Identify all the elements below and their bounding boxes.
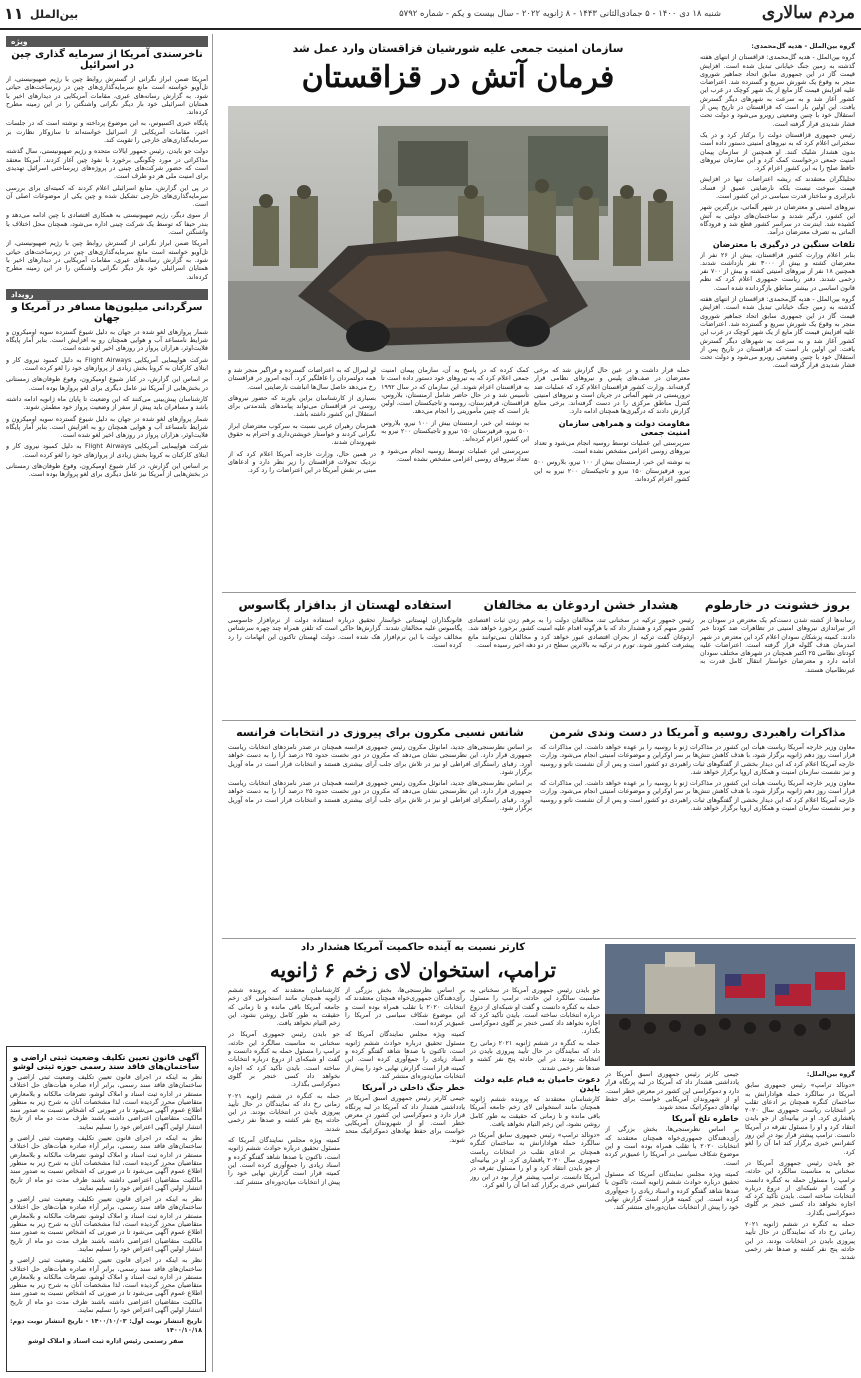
sidebar-paragraph: شرکت هواپیمایی آمریکایی Flight Airways به دلیل کمبود نیروی کار و ابتلای کارکنان به کرونا بخش زیادی از پروازهای خود را لغو کرده است. bbox=[6, 355, 208, 373]
trump-paragraph: جو بایدن رئیس جمهوری آمریکا در سخنانی به مناسبت سالگرد این حادثه، ترامپ را مسئول حمله به کنگره دانست و گفت او شبکه‌ای از دروغ درباره انتخابات ساخته است. بایدن تأکید کرد که اجازه نخواهد داد کسی خنجر بر گلوی دموکراسی بگذارد. bbox=[745, 1158, 855, 1217]
kazakh-paragraph: بسیاری از کارشناسان براین باورند که حضور نیروهای روسی در قزاقستان می‌تواند پیامدهای بلندمدتی برای استقلال این کشور داشته باشد. bbox=[228, 393, 376, 419]
column-rule bbox=[212, 34, 213, 1372]
trump-paragraph: کمیته ویژه مجلس نمایندگان آمریکا که مسئول تحقیق درباره حوادث ششم ژانویه است، تاکنون با صدها شاهد گفتگو کرده و اسناد زیادی را جمع‌آوری کرده است. این کمیته قرار است گزارش نهایی خود را پیش از انتخابات میان‌دوره‌ای منتشر کند. bbox=[228, 1136, 340, 1186]
trump-paragraph: کمیته ویژه مجلس نمایندگان آمریکا که مسئول تحقیق درباره حوادث ششم ژانویه است، تاکنون با صدها شاهد گفتگو کرده و اسناد زیادی را جمع‌آوری کرده است. این کمیته قرار است گزارش نهایی خود را پیش از انتخابات میان‌دوره‌ای منتشر کند. bbox=[605, 1169, 739, 1212]
box-pegasus-body: قانونگذاران لهستانی خواستار تحقیق درباره استفاده دولت از نرم‌افزار جاسوسی پگاسوس علیه مخالفان شدند. گزارش‌ها حاکی است که تلفن همراه چند چهره سرشناس مخالف دولت با این نرم‌افزار هک شده است. دولت لهستان تاکنون این اتهامات را رد کرده است. bbox=[228, 616, 462, 649]
kazakh-paragraph: به نوشته این خبر، ارمنستان بیش از ۱۰۰ نیرو، بلاروس ۵۰۰ نیرو، قرقیزستان ۱۵۰ نیرو و تاجیکستان ۲۰۰ نیرو به این کشور اعزام کرده‌اند. bbox=[381, 418, 529, 444]
trump-headline: ترامپ، استخوان لای زخم ۶ ژانویه bbox=[269, 958, 557, 982]
box-pegasus-title: استفاده لهستان از بدافزار پگاسوس bbox=[238, 598, 452, 612]
trump-col-2 bbox=[605, 1070, 739, 1372]
trump-subhead: خطر جنگ داخلی در آمریکا bbox=[362, 1083, 465, 1093]
kazakh-paragraph: رئیس جمهوری قزاقستان دولت را برکنار کرد و در یک سخنرانی اعلام کرد که به نیروهای امنیتی دستور داده است بدون هشدار شلیک کنند. او همچنین از سازمان پیمان امنیت جمعی درخواست کمک کرد و این سازمان نیروهای حافظ صلح را به این کشور اعزام کرد. bbox=[700, 130, 855, 173]
kazakh-headline: فرمان آتش در قزاقستان bbox=[301, 60, 615, 95]
sidebar-paragraph: آمریکا ضمن ابراز نگرانی از گسترش روابط چین با رژیم صهیونیستی، از تل‌آویو خواسته است مانع سرمایه‌گذاری‌های چین در زیرساخت‌های حیاتی شود. به گزارش رسانه‌های عبری، مقامات آمریکایی در دیدارهای اخیر با همتایان اسرائیلی خود بار دیگر نگرانی واشنگتن را در این زمینه مطرح کرده‌اند. bbox=[6, 239, 208, 281]
box-pegasus bbox=[228, 596, 462, 716]
kazakh-subhead: تلفات سنگین در درگیری با معترضان bbox=[712, 239, 855, 249]
kazakh-col-mid bbox=[534, 366, 690, 588]
sidebar-paragraph: شمار پروازهای لغو شده در جهان به دلیل شیوع گسترده سویه اومیکرون و شرایط نامساعد آب و هوایی همچنان رو به افزایش است. بنابر آمار پایگاه فلایت‌اوئر، هزاران پرواز در روزهای اخیر لغو شده است. bbox=[6, 327, 208, 353]
kazakh-paragraph: به نوشته این خبر، ارمنستان بیش از ۱۰۰ نیرو، بلاروس ۵۰۰ نیرو، قرقیزستان ۱۵۰ نیرو و تاجیکستان ۲۰۰ نیرو به این کشور اعزام کرده‌اند. bbox=[534, 458, 690, 483]
kazakh-col-mid2 bbox=[381, 366, 529, 588]
kazakh-paragraph: در همین حال، وزارت خارجه آمریکا اعلام کرد که از نزدیک تحولات قزاقستان را زیر نظر دارد و ادعاهای مبنی بر نقش آمریکا در این اعتراضات را رد کرد. bbox=[228, 449, 376, 475]
box-macron bbox=[228, 724, 532, 934]
trump-paragraph: بر اساس نظرسنجی‌ها، بخش بزرگی از رأی‌دهندگان جمهوری‌خواه همچنان معتقدند که انتخابات ۲۰۲۰ با تقلب همراه بوده است و این موضوع شکاف سیاسی در آمریکا را عمیق‌تر کرده است. bbox=[605, 1125, 739, 1167]
masthead bbox=[0, 0, 861, 30]
sidebar-paragraph: آمریکا ضمن ابراز نگرانی از گسترش روابط چین با رژیم صهیونیستی، از تل‌آویو خواسته است مانع سرمایه‌گذاری‌های چین در زیرساخت‌های حیاتی شود. به گزارش رسانه‌های عبری، مقامات آمریکایی در دیدارهای اخیر با همتایان اسرائیلی خود بار دیگر نگرانی واشنگتن را در این زمینه مطرح کرده‌اند. bbox=[6, 75, 208, 117]
trump-subhead: خاطره تلخ آمریکا bbox=[672, 1114, 739, 1124]
kazakh-paragraph: گروه بین‌الملل - هدیه گل‌محمدی: قزاقستان از انتهای هفته گذشته به زمین جنگ خیابانی تبدیل شده است. افزایش قیمت گاز در این جمهوری سابق اتحاد جماهیر شوروی منجر به وقوع یک شورش سریع و گسترده شد. اعتراضات علیه افزایش قیمت گاز مایع از یک شهر کوچک در غرب این کشور آغاز شد و به سرعت به شهرهای دیگر گسترش یافت. این اولین بار است که قزاقستان در تاریخ پس از استقلال خود با چنین وضعیتی روبرو می‌شود و دولت تحت فشار شدیدی قرار گرفته است. bbox=[700, 53, 855, 128]
trump-paragraph: جو بایدن رئیس جمهوری آمریکا در سخنانی به مناسبت سالگرد این حادثه، ترامپ را مسئول حمله به کنگره دانست و گفت او شبکه‌ای از دروغ درباره انتخابات ساخته است. بایدن تأکید کرد که اجازه نخواهد داد کسی خنجر بر گلوی دموکراسی بگذارد. bbox=[470, 986, 600, 1036]
box-macron-title: شانس نسبی مکرون برای پیروزی در انتخابات فرانسه bbox=[236, 726, 524, 739]
trump-col-4 bbox=[345, 986, 465, 1372]
box-sherman-title: مذاکرات راهبردی روسیه و آمریکا در دست وندی شرمن bbox=[549, 726, 846, 739]
kazakh-subhead: مقاومت دولت و همراهی سازمان امنیت جمعی bbox=[558, 418, 690, 437]
sidebar-paragraph: دولت جو بایدن، رئیس جمهور ایالات متحده و رژیم صهیونیستی، سال گذشته مذاکراتی در مورد چگونگی برخورد با نفوذ چین آغاز کردند. آمریکا معتقد است که حضور شرکت‌های چینی در پروژه‌های زیرساختی اسرائیل تهدیدی برای امنیت ملی هر دو طرف است. bbox=[6, 147, 208, 181]
sidebar-paragraph: شمار پروازهای لغو شده در جهان به دلیل شیوع گسترده سویه اومیکرون و شرایط نامساعد آب و هوایی همچنان رو به افزایش است. بنابر آمار پایگاه فلایت‌اوئر، هزاران پرواز در روزهای اخیر لغو شده است. bbox=[6, 414, 208, 440]
trump-col-3 bbox=[470, 986, 600, 1372]
box-sherman bbox=[540, 724, 855, 934]
trump-kicker: کارتر نسبت به آینده حاکمیت آمریکا هشدار داد bbox=[300, 942, 526, 953]
trump-byline: گروه بین‌الملل: bbox=[806, 1070, 855, 1078]
kazakh-paragraph: گروه بین‌الملل - هدیه گل‌محمدی: قزاقستان از انتهای هفته گذشته به زمین جنگ خیابانی تبدیل شده است. افزایش قیمت گاز در این جمهوری سابق اتحاد جماهیر شوروی منجر به وقوع یک شورش سریع و گسترده شد. اعتراضات علیه افزایش قیمت گاز مایع از یک شهر کوچک در غرب این کشور آغاز شد و به سرعت به شهرهای دیگر گسترش یافت. این اولین بار است که قزاقستان در تاریخ پس از استقلال خود با چنین وضعیتی روبرو می‌شود و دولت تحت فشار شدیدی قرار گرفته است. bbox=[700, 295, 855, 370]
kazakh-paragraph: حمله قرار داشت و در عین حال گزارش شد که برخی معترضان در صف‌های پلیس و نیروهای نظامی قرار گرفته‌اند. وزارت کشور قزاقستان اعلام کرد که عملیات ضد تروریستی در شهر آلماتی در جریان است و نیروهای امنیتی کنترل مناطق مرکزی را در دست گرفته‌اند. برخی منابع گزارش دادند که درگیری‌ها همچنان ادامه دارد. bbox=[534, 366, 690, 416]
kazakh-protest-photo bbox=[228, 106, 690, 360]
box-macron-body: بر اساس نظرسنجی‌های جدید، امانوئل مکرون رئیس جمهوری فرانسه همچنان در صدر نامزدهای انتخابات ریاست جمهوری قرار دارد. این نظرسنجی نشان می‌دهد که مکرون در دور نخست حدود ۲۵ درصد آرا را به دست خواهد آورد. رقبای راستگرای افراطی او نیز در تلاش برای جلب آرای بیشتری هستند و انتخابات قرار است در ماه آوریل برگزار شود. bbox=[228, 779, 532, 813]
trump-paragraph: کارشناسان معتقدند که پرونده ششم ژانویه همچنان مانند استخوانی لای زخم جامعه آمریکا باقی مانده و تا زمانی که حقیقت به طور کامل روشن نشود، این زخم التیام نخواهد یافت. bbox=[228, 986, 340, 1028]
ad-dates: تاریخ انتشار نوبت اول: ۱۴۰۰/۱۰/۰۳ - تاریخ انتشار نوبت دوم: ۱۴۰۰/۱۰/۱۸ bbox=[10, 1317, 202, 1334]
kazakh-paragraph: سرپرستی این عملیات توسط روسیه انجام می‌شود و تعداد نیروهای روسی اعزامی مشخص نشده است. bbox=[381, 446, 529, 463]
ad-body: نظر به اینکه در اجرای قانون تعیین تکلیف وضعیت ثبتی اراضی و ساختمان‌های فاقد سند رسمی، برابر آراء صادره هیأت‌های حل اختلاف مستقر در اداره ثبت اسناد و املاک لوشو، تصرفات مالکانه و بلامعارض متقاضیان محرز گردیده است، لذا مشخصات آنان به شرح زیر به منظور اطلاع عموم آگهی می‌شود تا در صورتی که اشخاص نسبت به صدور سند مالکیت متقاضیان اعتراضی داشته باشند ظرف مدت دو ماه از تاریخ انتشار اولین آگهی اعتراض خود را تسلیم نمایند. bbox=[10, 1195, 202, 1253]
sidebar-paragraph: بر اساس این گزارش، در کنار شیوع اومیکرون، وقوع طوفان‌های زمستانی در بخش‌هایی از آمریکا نیز عامل دیگری برای لغو پروازها بوده است. bbox=[6, 375, 208, 392]
trump-paragraph: حمله به کنگره در ششم ژانویه ۲۰۲۱ زمانی رخ داد که نمایندگان در حال تأیید پیروزی بایدن در انتخابات بودند. در این حادثه پنج نفر کشته و صدها نفر زخمی شدند. bbox=[745, 1220, 855, 1262]
sidebar-title-china: ناخرسندی آمریکا از سرمایه گذاری چین در اسرائیل bbox=[11, 49, 203, 71]
box-erdogan-title: هشدار خشن اردوغان به مخالفان bbox=[483, 598, 679, 612]
box-khartoum-body: رسانه‌ها از کشته شدن دست‌کم یک معترض در سودان بر اثر تیراندازی نیروهای امنیتی در تظاهرات ضد کودتا خبر دادند. کمیته پزشکان سودان اعلام کرد این معترض در شهر امدرمان هدف گلوله قرار گرفته است. اعتراضات علیه کودتای نظامی ۲۵ اکتبر همچنان در شهرهای مختلف سودان ادامه دارد و معترضان خواستار انتقال کامل قدرت به غیرنظامیان هستند. bbox=[700, 616, 855, 674]
trump-paragraph: حمله به کنگره در ششم ژانویه ۲۰۲۱ زمانی رخ داد که نمایندگان در حال تأیید پیروزی بایدن در انتخابات بودند. در این حادثه پنج نفر کشته و صدها نفر زخمی شدند. bbox=[228, 1091, 340, 1133]
trump-paragraph: جیمی کارتر رئیس جمهوری اسبق آمریکا در یادداشتی هشدار داد که آمریکا در لبه پرتگاه قرار دارد و دموکراسی این کشور در معرض خطر است. او از شهروندان آمریکایی خواست برای حفظ نهادهای دموکراتیک متحد شوند. bbox=[605, 1070, 739, 1112]
trump-paragraph: بر اساس نظرسنجی‌ها، بخش بزرگی از رأی‌دهندگان جمهوری‌خواه همچنان معتقدند که انتخابات ۲۰۲۰ با تقلب همراه بوده است و این موضوع شکاف سیاسی در آمریکا را عمیق‌تر کرده است. bbox=[345, 986, 465, 1028]
legal-notice-ad bbox=[6, 1046, 206, 1372]
box-khartoum bbox=[700, 596, 855, 716]
trump-paragraph: کارشناسان معتقدند که پرونده ششم ژانویه همچنان مانند استخوانی لای زخم جامعه آمریکا باقی مانده و تا زمانی که حقیقت به طور کامل روشن نشود، این زخم التیام نخواهد یافت. bbox=[470, 1094, 600, 1128]
sidebar-paragraph: در پی این گزارش، منابع اسرائیلی اعلام کردند که کمیته‌ای برای بررسی سرمایه‌گذاری‌های خارجی تشکیل شده و چین یکی از موضوعات اصلی آن است. bbox=[6, 183, 208, 209]
sidebar-paragraph: کارشناسان پیش‌بینی می‌کنند که این وضعیت تا پایان ماه ژانویه ادامه داشته باشد و مسافران باید پیش از سفر از وضعیت پرواز خود مطمئن شوند. bbox=[6, 394, 208, 412]
kazakh-paragraph: همزمان رهبران غربی نسبت به سرکوب معترضان ابراز نگرانی کردند و خواستار خویشتن‌داری و احترام به حقوق شهروندان شدند. bbox=[228, 421, 376, 447]
trump-paragraph: «دونالد ترامپ» رئیس جمهوری سابق آمریکا در سالگرد حمله هوادارانش به ساختمان کنگره همچنان بر ادعای تقلب در انتخابات ریاست جمهوری سال ۲۰۲۰ پافشاری کرد. او در بیانیه‌ای از جو بایدن انتقاد کرد و او را مسئول تفرقه در آمریکا دانست. ترامپ پیشتر قرار بود در این روز کنفرانس خبری برگزار کند اما آن را لغو کرد. bbox=[470, 1131, 600, 1189]
box-sherman-body: معاون وزیر خارجه آمریکا ریاست هیأت این کشور در مذاکرات ژنو با روسیه را بر عهده خواهد داشت. این مذاکرات که قرار است روز دهم ژانویه برگزار شود، با هدف کاهش تنش‌ها بر سر اوکراین و موضوعات امنیتی انجام می‌شود. وزارت خارجه آمریکا اعلام کرد که این دیدار بخشی از گفتگوهای ثبات راهبردی دو کشور است و پس از آن نشست ناتو و روسیه و نیز نشست سازمان امنیت و همکاری اروپا برگزار خواهد شد. bbox=[540, 743, 855, 776]
kazakh-kicker: سازمان امنیت جمعی علیه شورشیان قزاقستان وارد عمل شد bbox=[292, 42, 624, 55]
ad-body: نظر به اینکه در اجرای قانون تعیین تکلیف وضعیت ثبتی اراضی و ساختمان‌های فاقد سند رسمی، برابر آراء صادره هیأت‌های حل اختلاف مستقر در اداره ثبت اسناد و املاک لوشو، تصرفات مالکانه و بلامعارض متقاضیان محرز گردیده است، لذا مشخصات آنان به شرح زیر به منظور اطلاع عموم آگهی می‌شود تا در صورتی که اشخاص نسبت به صدور سند مالکیت متقاضیان اعتراضی داشته باشند ظرف مدت دو ماه از تاریخ انتشار اولین آگهی اعتراض خود را تسلیم نمایند. bbox=[10, 1134, 202, 1192]
newspaper-brand: مردم سالاری bbox=[761, 3, 855, 23]
trump-subhead: دعوت حامیان به قیام علیه دولت بایدن bbox=[474, 1074, 600, 1093]
sidebar-paragraph: پایگاه خبری اکسیوس، به این موضوع پرداخته و نوشته است که در جلسات اخیر، مقامات آمریکایی از اسرائیل خواسته‌اند تا سازوکار نظارت بر سرمایه‌گذاری‌های خارجی را تقویت کند. bbox=[6, 119, 208, 145]
sidebar-tag-special: ویژه bbox=[6, 36, 208, 47]
trump-paragraph: کمیته ویژه مجلس نمایندگان آمریکا که مسئول تحقیق درباره حوادث ششم ژانویه است، تاکنون با صدها شاهد گفتگو کرده و اسناد زیادی را جمع‌آوری کرده است. این کمیته قرار است گزارش نهایی خود را پیش از انتخابات میان‌دوره‌ای منتشر کند. bbox=[345, 1030, 465, 1080]
capitol-riot-photo bbox=[605, 944, 855, 1066]
ad-body: نظر به اینکه در اجرای قانون تعیین تکلیف وضعیت ثبتی اراضی و ساختمان‌های فاقد سند رسمی، برابر آراء صادره هیأت‌های حل اختلاف مستقر در اداره ثبت اسناد و املاک لوشو، تصرفات مالکانه و بلامعارض متقاضیان محرز گردیده است، لذا مشخصات آنان به شرح زیر به منظور اطلاع عموم آگهی می‌شود تا در صورتی که اشخاص نسبت به صدور سند مالکیت متقاضیان اعتراضی داشته باشند ظرف مدت دو ماه از تاریخ انتشار اولین آگهی اعتراض خود را تسلیم نمایند. bbox=[10, 1256, 202, 1315]
section-rule bbox=[222, 592, 856, 593]
trump-paragraph: جیمی کارتر رئیس جمهوری اسبق آمریکا در یادداشتی هشدار داد که آمریکا در لبه پرتگاه قرار دارد و دموکراسی این کشور در معرض خطر است. او از شهروندان آمریکایی خواست برای حفظ نهادهای دموکراتیک متحد شوند. bbox=[345, 1094, 465, 1144]
sidebar-tag-event: رویداد bbox=[6, 289, 208, 300]
kazakh-paragraph: سرپرستی این عملیات توسط روسیه انجام می‌شود و تعداد نیروهای روسی اعزامی مشخص نشده است. bbox=[534, 438, 690, 456]
box-erdogan bbox=[468, 596, 694, 716]
trump-paragraph: جو بایدن رئیس جمهوری آمریکا در سخنانی به مناسبت سالگرد این حادثه، ترامپ را مسئول حمله به کنگره دانست و گفت او شبکه‌ای از دروغ درباره انتخابات ساخته است. بایدن تأکید کرد که اجازه نخواهد داد کسی خنجر بر گلوی دموکراسی بگذارد. bbox=[228, 1030, 340, 1089]
section-rule bbox=[222, 938, 856, 939]
kazakh-byline: گروه بین‌الملل - هدیه گل‌محمدی: bbox=[751, 42, 855, 50]
kazakh-col-left bbox=[228, 366, 376, 588]
sidebar-paragraph: از سوی دیگر، رژیم صهیونیستی به همکاری اقتصادی با چین ادامه می‌دهد و بندر حیفا که توسط یک شرکت چینی اداره می‌شود، همچنان محل اختلاف با واشنگتن است. bbox=[6, 211, 208, 237]
section-rule bbox=[222, 720, 856, 721]
ad-signature: صفر رستمی رئیس اداره ثبت اسناد و املاک لوشو bbox=[28, 1336, 184, 1345]
kazakh-paragraph: نیروهای امنیتی و معترضان در شهر آلماتی، بزرگترین شهر این کشور، درگیر شدند و ساختمان‌های دولتی به آتش کشیده شد. اینترنت در سراسر کشور قطع شد و فرودگاه آلماتی به تصرف معترضان درآمد. bbox=[700, 203, 855, 237]
issue-line: شنبه ۱۸ دی ۱۴۰۰ - ۵ جمادی‌الثانی ۱۴۴۳ - ۸ ژانویه ۲۰۲۲ - سال بیست و یکم - شماره ۵۷۹۲ bbox=[399, 9, 721, 19]
trump-col-1 bbox=[745, 1070, 855, 1372]
kazakh-paragraph: لو لیبرال که به اعتراضات گسترده و فراگیر منجر شد و همه دولتمردان را غافلگیر کرد. آنچه امروز در قزاقستان رخ می‌دهد حاصل سال‌ها انباشت نارضایتی است. bbox=[228, 366, 376, 391]
ad-body: نظر به اینکه در اجرای قانون تعیین تکلیف وضعیت ثبتی اراضی و ساختمان‌های فاقد سند رسمی، برابر آراء صادره هیأت‌های حل اختلاف مستقر در اداره ثبت اسناد و املاک لوشو، تصرفات مالکانه و بلامعارض متقاضیان محرز گردیده است، لذا مشخصات آنان به شرح زیر به منظور اطلاع عموم آگهی می‌شود تا در صورتی که اشخاص نسبت به صدور سند مالکیت متقاضیان اعتراضی داشته باشند ظرف مدت دو ماه از تاریخ انتشار اولین آگهی اعتراض خود را تسلیم نمایند. bbox=[10, 1073, 202, 1131]
box-khartoum-title: بروز خشونت در خارطوم bbox=[704, 598, 851, 612]
sidebar-paragraph: بر اساس این گزارش، در کنار شیوع اومیکرون، وقوع طوفان‌های زمستانی در بخش‌هایی از آمریکا نیز عامل دیگری برای لغو پروازها بوده است. bbox=[6, 461, 208, 479]
page-number: ۱۱ bbox=[4, 4, 24, 23]
box-sherman-body: معاون وزیر خارجه آمریکا ریاست هیأت این کشور در مذاکرات ژنو با روسیه را بر عهده خواهد داشت. این مذاکرات که قرار است روز دهم ژانویه برگزار شود، با هدف کاهش تنش‌ها بر سر اوکراین و موضوعات امنیتی انجام می‌شود. وزارت خارجه آمریکا اعلام کرد که این دیدار بخشی از گفتگوهای ثبات راهبردی دو کشور است و پس از آن نشست ناتو و روسیه و نیز نشست سازمان امنیت و همکاری اروپا برگزار خواهد شد. bbox=[540, 779, 855, 813]
sidebar-paragraph: شرکت هواپیمایی آمریکایی Flight Airways به دلیل کمبود نیروی کار و ابتلای کارکنان به کرونا بخش زیادی از پروازهای خود را لغو کرده است. bbox=[6, 442, 208, 459]
trump-paragraph: «دونالد ترامپ» رئیس جمهوری سابق آمریکا در سالگرد حمله هوادارانش به ساختمان کنگره همچنان بر ادعای تقلب در انتخابات ریاست جمهوری سال ۲۰۲۰ پافشاری کرد. او در بیانیه‌ای از جو بایدن انتقاد کرد و او را مسئول تفرقه در آمریکا دانست. ترامپ پیشتر قرار بود در این روز کنفرانس خبری برگزار کند اما آن را لغو کرد. bbox=[745, 1081, 855, 1156]
ad-title: آگهی قانون تعیین تکلیف وضعیت ثبتی اراضی و ساختمان‌های فاقد سند رسمی حوزه ثبتی لوشو bbox=[12, 1053, 200, 1071]
box-macron-body: بر اساس نظرسنجی‌های جدید، امانوئل مکرون رئیس جمهوری فرانسه همچنان در صدر نامزدهای انتخابات ریاست جمهوری قرار دارد. این نظرسنجی نشان می‌دهد که مکرون در دور نخست حدود ۲۵ درصد آرا را به دست خواهد آورد. رقبای راستگرای افراطی او نیز در تلاش برای جلب آرای بیشتری هستند و انتخابات قرار است در ماه آوریل برگزار شود. bbox=[228, 743, 532, 776]
trump-col-5 bbox=[228, 986, 340, 1372]
box-erdogan-body: رئیس جمهور ترکیه در سخنانی تند، مخالفان دولت را به برهم زدن ثبات اقتصادی کشور متهم کرد و هشدار داد که با هرگونه اقدام علیه امنیت کشور برخورد خواهد شد. اردوغان گفت ترکیه از بحران اقتصادی عبور خواهد کرد و مخالفان نمی‌توانند مانع پیشرفت کشور شوند. تورم در ترکیه به بالاترین سطح در دو دهه اخیر رسیده است. bbox=[468, 616, 694, 649]
kazakh-col-right bbox=[700, 42, 855, 588]
kazakh-paragraph: کمک کرده که در پاسخ به آن، سازمان پیمان امنیت جمعی اعلام کرد که به نیروهای خود دستور داده است تا به قزاقستان اعزام شوند. این سازمان که در سال ۱۹۹۲ تأسیس شد و در حال حاضر شامل ارمنستان، بلاروس، قزاقستان، قرقیزستان، روسیه و تاجیکستان است، اولین بار است که چنین مأموریتی را انجام می‌دهد. bbox=[381, 366, 529, 416]
kazakh-paragraph: بنابر اعلام وزارت کشور قزاقستان، بیش از ۲۶ نفر از معترضان کشته و بیش از ۳۰۰۰ نفر بازداشت شدند. همچنین ۱۸ نفر از نیروهای امنیتی کشته و بیش از ۷۰۰ نفر زخمی شدند. دفتر ریاست جمهوری اعلام کرد که نظم قانون اساسی در بیشتر مناطق بازگردانده شده است. bbox=[700, 250, 855, 292]
trump-paragraph: حمله به کنگره در ششم ژانویه ۲۰۲۱ زمانی رخ داد که نمایندگان در حال تأیید پیروزی بایدن در انتخابات بودند. در این حادثه پنج نفر کشته و صدها نفر زخمی شدند. bbox=[470, 1038, 600, 1072]
section-label: بین‌الملل bbox=[30, 8, 79, 21]
sidebar-title-travel: سرگردانی میلیون‌ها مسافر در آمریکا و جهان bbox=[11, 301, 203, 324]
kazakh-paragraph: تحلیلگران معتقدند که ریشه اعتراضات تنها در افزایش قیمت سوخت نیست بلکه نارضایتی عمیق از فساد، نابرابری و ساختار قدرت سیاسی در این کشور است. bbox=[700, 175, 855, 201]
